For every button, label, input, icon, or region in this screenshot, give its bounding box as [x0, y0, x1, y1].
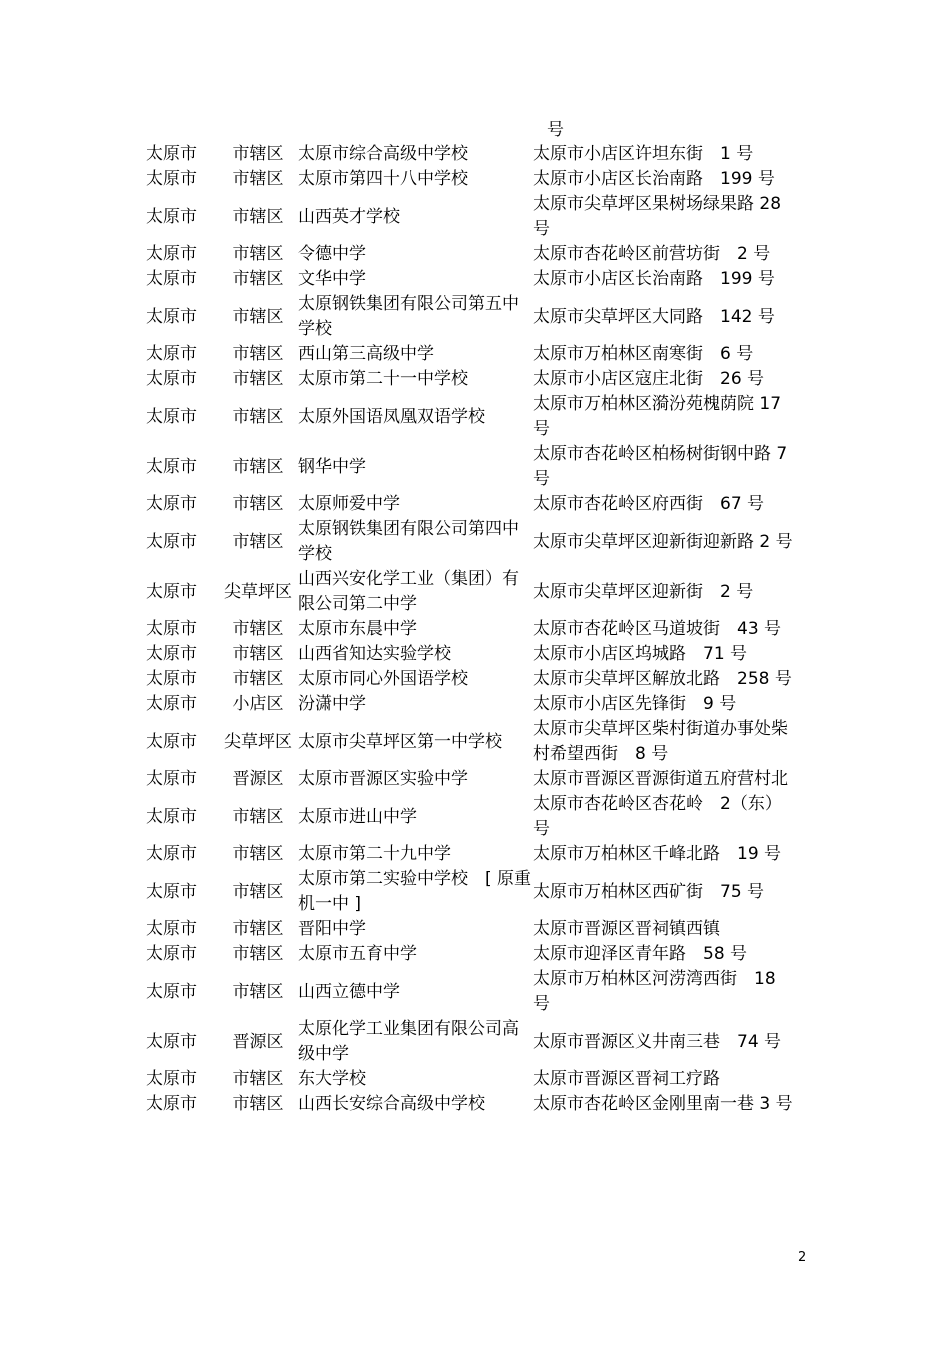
city-cell: 太原市 — [146, 244, 197, 264]
district-cell: 市辖区 — [232, 619, 284, 639]
city-cell: 太原市 — [146, 881, 197, 902]
table-row — [146, 642, 798, 667]
district-cell: 尖草坪区 — [224, 581, 292, 602]
school-name-cell: 太原外国语凤凰双语学校 — [298, 406, 485, 427]
city-cell: 太原市 — [146, 1094, 197, 1114]
table-row — [146, 442, 798, 492]
school-name-cell: 太原钢铁集团有限公司第四中学校 — [298, 519, 519, 564]
district-cell: 晋源区 — [232, 1031, 284, 1052]
address-cell: 太原市万柏林区千峰北路 19 号 — [533, 844, 782, 864]
address-cell: 太原市小店区寇庄北街 26 号 — [533, 369, 765, 389]
school-name-cell: 西山第三高级中学 — [298, 344, 434, 364]
school-name-cell: 令德中学 — [298, 244, 366, 264]
school-name-cell: 太原市五育中学 — [298, 944, 417, 964]
school-name-cell: 东大学校 — [298, 1069, 366, 1089]
city-cell: 太原市 — [146, 144, 197, 164]
address-cell: 太原市杏花岭区马道坡街 43 号 — [533, 619, 782, 639]
school-name-cell: 太原钢铁集团有限公司第五中学校 — [298, 294, 519, 339]
table-row — [146, 617, 798, 642]
city-cell: 太原市 — [146, 531, 197, 552]
district-cell: 市辖区 — [232, 269, 284, 289]
city-cell: 太原市 — [146, 1069, 197, 1089]
district-cell: 市辖区 — [232, 881, 284, 902]
district-cell: 市辖区 — [232, 944, 284, 964]
district-cell: 市辖区 — [232, 806, 284, 827]
address-cell: 太原市万柏林区南寒街 6 号 — [533, 344, 754, 364]
city-cell: 太原市 — [146, 306, 197, 327]
city-cell: 太原市 — [146, 494, 197, 514]
table-row — [146, 1092, 798, 1117]
school-name-cell: 太原化学工业集团有限公司高级中学 — [298, 1019, 519, 1064]
table-row — [146, 1067, 798, 1092]
table-row — [146, 292, 798, 342]
school-name-cell: 山西长安综合高级中学校 — [298, 1094, 485, 1114]
school-name-cell: 山西立德中学 — [298, 981, 400, 1002]
school-name-cell: 山西省知达实验学校 — [298, 644, 451, 664]
district-cell: 市辖区 — [232, 406, 284, 427]
city-cell: 太原市 — [146, 169, 197, 189]
city-cell: 太原市 — [146, 844, 197, 864]
school-name-cell: 汾潇中学 — [298, 694, 366, 714]
district-cell: 市辖区 — [232, 531, 284, 552]
address-cell: 太原市小店区长治南路 199 号 — [533, 169, 775, 189]
district-cell: 市辖区 — [232, 144, 284, 164]
table-row — [146, 167, 798, 192]
city-cell: 太原市 — [146, 981, 197, 1002]
address-cell: 太原市万柏林区河涝湾西街 18 号 — [533, 969, 776, 1014]
school-name-cell: 太原市第二十一中学校 — [298, 369, 468, 389]
address-cell: 太原市晋源区晋祠工疗路 — [533, 1069, 720, 1089]
table-row — [146, 692, 798, 717]
district-cell: 市辖区 — [232, 919, 284, 939]
table-row — [146, 1017, 798, 1067]
table-row — [146, 717, 798, 767]
address-cell: 太原市尖草坪区果树场绿果路 28 号 — [533, 194, 782, 239]
city-cell: 太原市 — [146, 944, 197, 964]
table-row — [146, 492, 798, 517]
table-row — [146, 242, 798, 267]
school-name-cell: 晋阳中学 — [298, 919, 366, 939]
table-row — [146, 517, 798, 567]
table-row — [146, 342, 798, 367]
table-row — [146, 367, 798, 392]
address-cell: 太原市小店区先锋街 9 号 — [533, 694, 737, 714]
address-cell: 太原市尖草坪区解放北路 258 号 — [533, 669, 792, 689]
table-row — [146, 192, 798, 242]
city-cell: 太原市 — [146, 806, 197, 827]
table-row — [146, 667, 798, 692]
district-cell: 市辖区 — [232, 1069, 284, 1089]
address-cell: 太原市小店区许坦东街 1 号 — [533, 144, 754, 164]
school-name-cell: 太原市晋源区实验中学 — [298, 769, 468, 789]
table-row — [146, 142, 798, 167]
district-cell: 市辖区 — [232, 494, 284, 514]
district-cell: 市辖区 — [232, 369, 284, 389]
school-name-cell: 太原师爱中学 — [298, 494, 400, 514]
table-row — [146, 392, 798, 442]
table-row — [146, 967, 798, 1017]
city-cell: 太原市 — [146, 581, 197, 602]
table-row — [146, 767, 798, 792]
address-cell: 太原市杏花岭区杏花岭 2（东）号 — [533, 794, 782, 839]
school-name-cell: 太原市第二实验中学校 [ 原重机一中 ] — [298, 869, 532, 914]
address-cell: 太原市万柏林区漪汾苑槐荫院 17 号 — [533, 394, 782, 439]
table-row — [146, 917, 798, 942]
city-cell: 太原市 — [146, 369, 197, 389]
table-row — [146, 792, 798, 842]
address-cell: 太原市尖草坪区迎新街迎新路 2 号 — [533, 531, 793, 552]
city-cell: 太原市 — [146, 269, 197, 289]
school-name-cell: 钢华中学 — [298, 456, 366, 477]
address-cell: 太原市晋源区晋祠镇西镇 — [533, 919, 720, 939]
school-name-cell: 山西英才学校 — [298, 206, 400, 227]
address-cell: 太原市迎泽区青年路 58 号 — [533, 944, 748, 964]
table-row — [146, 267, 798, 292]
district-cell: 市辖区 — [232, 1094, 284, 1114]
school-name-cell: 山西兴安化学工业（集团）有限公司第二中学 — [298, 569, 519, 614]
table-row — [146, 942, 798, 967]
school-name-cell: 太原市进山中学 — [298, 806, 417, 827]
district-cell: 市辖区 — [232, 169, 284, 189]
school-name-cell: 太原市综合高级中学校 — [298, 144, 468, 164]
school-table — [146, 142, 798, 1117]
city-cell: 太原市 — [146, 344, 197, 364]
city-cell: 太原市 — [146, 406, 197, 427]
city-cell: 太原市 — [146, 669, 197, 689]
district-cell: 小店区 — [232, 694, 284, 714]
school-name-cell: 太原市尖草坪区第一中学校 — [298, 731, 502, 752]
address-cell: 太原市晋源区晋源街道五府营村北 — [533, 769, 788, 789]
address-cell: 太原市尖草坪区大同路 142 号 — [533, 306, 775, 327]
district-cell: 市辖区 — [232, 669, 284, 689]
city-cell: 太原市 — [146, 1031, 197, 1052]
address-cell: 太原市晋源区义井南三巷 74 号 — [533, 1031, 782, 1052]
city-cell: 太原市 — [146, 769, 197, 789]
district-cell: 市辖区 — [232, 644, 284, 664]
city-cell: 太原市 — [146, 206, 197, 227]
city-cell: 太原市 — [146, 731, 197, 752]
district-cell: 市辖区 — [232, 306, 284, 327]
district-cell: 晋源区 — [232, 769, 284, 789]
address-cell: 太原市杏花岭区金刚里南一巷 3 号 — [533, 1094, 793, 1114]
table-row — [146, 567, 798, 617]
district-cell: 市辖区 — [232, 244, 284, 264]
school-name-cell: 太原市第二十九中学 — [298, 844, 451, 864]
table-row — [146, 867, 798, 917]
school-name-cell: 太原市同心外国语学校 — [298, 669, 468, 689]
district-cell: 市辖区 — [232, 344, 284, 364]
address-cell: 太原市小店区坞城路 71 号 — [533, 644, 748, 664]
address-cell: 太原市杏花岭区前营坊街 2 号 — [533, 244, 771, 264]
school-name-cell: 太原市东晨中学 — [298, 619, 417, 639]
city-cell: 太原市 — [146, 456, 197, 477]
address-cell: 太原市小店区长治南路 199 号 — [533, 269, 775, 289]
district-cell: 市辖区 — [232, 206, 284, 227]
school-name-cell: 文华中学 — [298, 269, 366, 289]
address-cell: 太原市尖草坪区柴村街道办事处柴村希望西街 8 号 — [533, 719, 788, 764]
district-cell: 尖草坪区 — [224, 731, 292, 752]
city-cell: 太原市 — [146, 919, 197, 939]
city-cell: 太原市 — [146, 694, 197, 714]
address-cell: 太原市杏花岭区柏杨树街钢中路 7 号 — [533, 444, 788, 489]
school-name-cell: 太原市第四十八中学校 — [298, 169, 468, 189]
district-cell: 市辖区 — [232, 456, 284, 477]
address-cell: 太原市万柏林区西矿街 75 号 — [533, 881, 765, 902]
school-table-body — [146, 142, 798, 1117]
address-cell: 太原市尖草坪区迎新街 2 号 — [533, 581, 754, 602]
city-cell: 太原市 — [146, 619, 197, 639]
city-cell: 太原市 — [146, 644, 197, 664]
continued-address-text: 号 — [547, 120, 564, 140]
table-row — [146, 842, 798, 867]
district-cell: 市辖区 — [232, 844, 284, 864]
page-number: 2 — [798, 1250, 807, 1265]
district-cell: 市辖区 — [232, 981, 284, 1002]
address-cell: 太原市杏花岭区府西街 67 号 — [533, 494, 765, 514]
